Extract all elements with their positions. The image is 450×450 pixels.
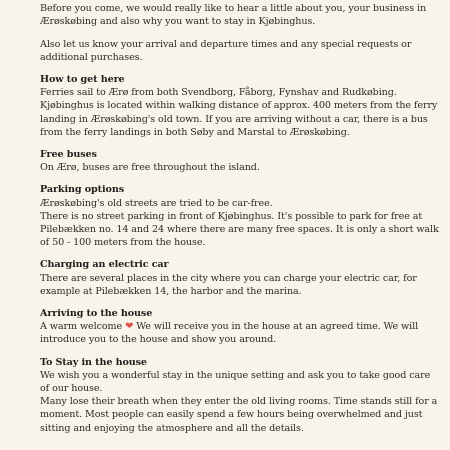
section-body: Ferries sail to Ærø from both Svendborg, Fåborg, Fynshav and Rudkøbing. Kjøbinghus is located within walking distance of approx. 400 meters from the ferry landing in Ærøskøbing's old town. If you are arriving without a car, there is a bus from the ferry landings in both Søby and Marstal to Ærøskøbing.	[40, 87, 438, 138]
section-heading: Free buses	[40, 149, 97, 161]
section-body: On Ærø, buses are free throughout the island.	[40, 162, 260, 174]
section-arriving	[40, 307, 440, 347]
section-body-line-2: Many lose their breath when they enter the old living rooms. Time stands still for a moment. Most people can easily spend a few hours being overwhelmed and just sitting and enjoying the atmosphere and all the details.	[40, 396, 438, 434]
section-parking	[40, 183, 440, 249]
section-body-line-2: There is no street parking in front of Kjøbinghus. It's possible to park for free at Pilebækken no. 14 and 24 where there are many free spaces. It is only a short walk of 50 - 100 meters from the house.	[40, 210, 439, 249]
section-body-line-1: Ærøskøbing's old streets are tried to be car-free.	[40, 197, 273, 209]
section-body: There are several places in the city where you can charge your electric car, for example at Pilebækken 14, the harbor and the marina.	[40, 272, 417, 297]
section-how-to-get-here	[40, 73, 440, 139]
intro-line-2: Before you come, we would really like to hear a little about you, your business in Ærøskøbing and also why you want to stay in Kjøbinghus.	[40, 3, 427, 28]
section-body-line-1: We wish you a wonderful stay in the unique setting and ask you to take good care of our house.	[40, 369, 431, 395]
section-body-end: We will receive you in the house at an agreed time. We will introduce you to the house and show you around.	[40, 321, 419, 346]
arrival-note: Also let us know your arrival and departure times and any special requests or additional purchases.	[40, 38, 412, 63]
document-content	[40, 0, 440, 444]
section-heading: How to get here	[40, 74, 125, 86]
section-free-buses	[40, 148, 440, 174]
section-heading: Parking options	[40, 184, 125, 196]
section-stay	[40, 356, 440, 435]
heart-icon: ❤	[125, 321, 134, 333]
section-heading: To Stay in the house	[40, 356, 147, 368]
section-heading: Arriving to the house	[40, 308, 153, 320]
section-charging	[40, 258, 440, 298]
intro-paragraph	[40, 0, 440, 29]
section-body-start: A warm welcome	[40, 321, 126, 333]
section-heading: Charging an electric car	[40, 259, 169, 271]
